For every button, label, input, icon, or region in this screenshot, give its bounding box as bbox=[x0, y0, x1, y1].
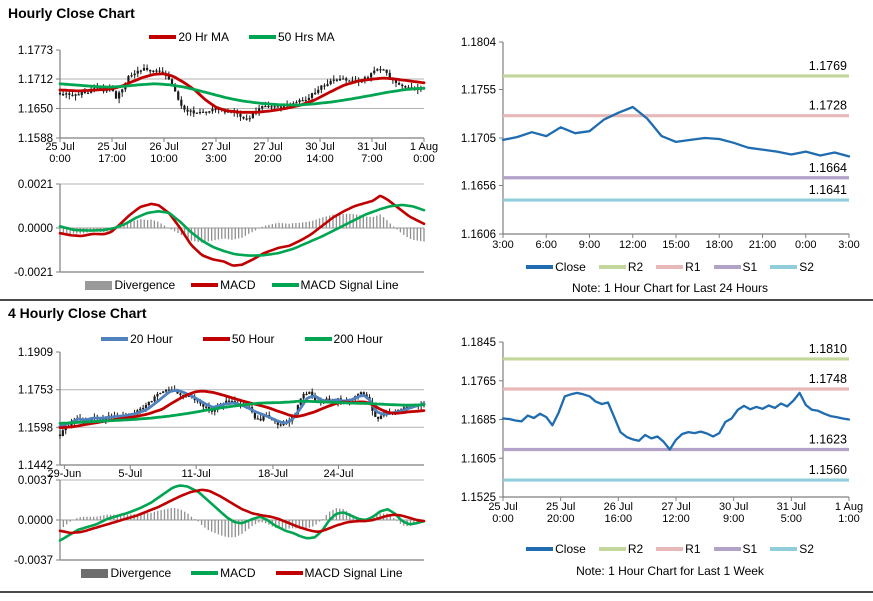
hourly-levels-chart bbox=[445, 32, 865, 254]
svg-text:9:00: 9:00 bbox=[722, 513, 745, 525]
svg-text:1.1588: 1.1588 bbox=[17, 133, 53, 145]
svg-text:0:00: 0:00 bbox=[492, 513, 514, 525]
svg-text:24-Jul: 24-Jul bbox=[323, 468, 354, 480]
svg-text:12:00: 12:00 bbox=[662, 513, 690, 525]
section-title-hourly: Hourly Close Chart bbox=[8, 5, 135, 21]
legend-label: MACD bbox=[220, 566, 256, 580]
svg-text:0.0000: 0.0000 bbox=[17, 515, 53, 527]
legend-label: Close bbox=[555, 542, 586, 556]
legend-label: Divergence bbox=[110, 566, 172, 580]
svg-text:1.1705: 1.1705 bbox=[460, 133, 496, 145]
svg-text:1.1773: 1.1773 bbox=[17, 45, 53, 57]
legend-label: S1 bbox=[742, 260, 758, 274]
4hourly-macd-chart bbox=[8, 472, 432, 567]
4hourly-price-legend bbox=[60, 332, 424, 346]
svg-text:25 Jul: 25 Jul bbox=[488, 501, 518, 513]
svg-text:27 Jul: 27 Jul bbox=[253, 141, 283, 153]
svg-text:25 Jul: 25 Jul bbox=[545, 501, 576, 513]
svg-text:1.1753: 1.1753 bbox=[17, 384, 53, 397]
legend-swatch-50-hrs-ma bbox=[249, 35, 276, 39]
4hourly-macd-legend bbox=[60, 566, 424, 580]
svg-text:1.1664: 1.1664 bbox=[808, 160, 847, 175]
hourly-macd-legend bbox=[60, 278, 424, 292]
legend-label: S1 bbox=[742, 542, 758, 556]
svg-text:26 Jul: 26 Jul bbox=[603, 501, 634, 513]
svg-text:1.1605: 1.1605 bbox=[460, 453, 496, 466]
svg-text:27 Jul: 27 Jul bbox=[201, 141, 231, 153]
svg-text:30 Jul: 30 Jul bbox=[718, 501, 749, 513]
svg-text:1.1804: 1.1804 bbox=[460, 37, 496, 49]
svg-text:18-Jul: 18-Jul bbox=[257, 468, 288, 480]
svg-text:1.1560: 1.1560 bbox=[808, 463, 847, 478]
svg-text:1.1623: 1.1623 bbox=[808, 432, 847, 447]
legend-item bbox=[770, 542, 814, 556]
legend-label: S2 bbox=[799, 260, 814, 274]
legend-label: Close bbox=[555, 260, 586, 274]
svg-text:0:00: 0:00 bbox=[795, 239, 817, 251]
hourly-levels-note: Note: 1 Hour Chart for Last 24 Hours bbox=[571, 281, 769, 295]
legend-swatch-s2 bbox=[770, 547, 797, 551]
section-divider bbox=[0, 299, 873, 301]
legend-label: 50 Hrs MA bbox=[278, 30, 335, 44]
svg-text:1.1598: 1.1598 bbox=[17, 422, 53, 435]
legend-item bbox=[656, 260, 700, 274]
svg-text:25 Jul: 25 Jul bbox=[97, 141, 127, 153]
svg-text:26 Jul: 26 Jul bbox=[149, 141, 179, 153]
hourly-levels-legend bbox=[490, 260, 850, 274]
legend-item bbox=[714, 260, 758, 274]
weekly-levels-legend bbox=[490, 542, 850, 556]
svg-text:1:00: 1:00 bbox=[838, 513, 860, 525]
legend-label: 20 Hr MA bbox=[178, 30, 229, 44]
svg-text:1.1755: 1.1755 bbox=[460, 84, 496, 97]
svg-text:1.1650: 1.1650 bbox=[17, 103, 53, 116]
svg-text:1.1685: 1.1685 bbox=[460, 414, 496, 427]
hourly-macd-chart bbox=[8, 176, 432, 279]
legend-swatch-s2 bbox=[770, 265, 797, 269]
legend-swatch-20-hr-ma bbox=[149, 35, 176, 39]
legend-swatch-s1 bbox=[714, 547, 741, 551]
legend-item bbox=[714, 542, 758, 556]
svg-text:16:00: 16:00 bbox=[604, 513, 633, 525]
svg-text:0.0000: 0.0000 bbox=[17, 223, 53, 235]
svg-text:31 Jul: 31 Jul bbox=[776, 501, 807, 513]
legend-swatch-divergence bbox=[81, 569, 108, 578]
legend-swatch-macd bbox=[191, 283, 218, 287]
legend-label: MACD Signal Line bbox=[304, 566, 403, 580]
svg-text:3:00: 3:00 bbox=[838, 239, 860, 251]
legend-item bbox=[149, 30, 229, 44]
weekly-levels-chart bbox=[445, 332, 865, 528]
legend-label: Divergence bbox=[114, 278, 176, 292]
legend-item bbox=[276, 566, 403, 580]
bottom-divider bbox=[0, 591, 873, 593]
svg-text:0:00: 0:00 bbox=[413, 153, 435, 165]
svg-text:7:00: 7:00 bbox=[361, 153, 383, 165]
svg-text:1.1656: 1.1656 bbox=[460, 180, 496, 193]
legend-label: 200 Hour bbox=[333, 332, 383, 346]
svg-text:10:00: 10:00 bbox=[150, 153, 178, 165]
svg-text:1.1845: 1.1845 bbox=[460, 337, 496, 349]
hourly-price-chart bbox=[8, 44, 439, 178]
svg-text:29-Jun: 29-Jun bbox=[47, 468, 82, 480]
svg-text:9:00: 9:00 bbox=[578, 239, 601, 251]
svg-text:27 Jul: 27 Jul bbox=[661, 501, 691, 513]
legend-swatch-r2 bbox=[599, 265, 626, 269]
section-title-4hourly: 4 Hourly Close Chart bbox=[8, 305, 147, 321]
legend-label: R2 bbox=[627, 542, 644, 556]
svg-text:17:00: 17:00 bbox=[98, 153, 126, 165]
legend-swatch-r1 bbox=[656, 265, 683, 269]
svg-text:1 Aug: 1 Aug bbox=[409, 141, 439, 153]
svg-text:1.1765: 1.1765 bbox=[460, 375, 496, 388]
legend-item bbox=[656, 542, 700, 556]
legend-item bbox=[203, 332, 275, 346]
legend-swatch-macd bbox=[191, 571, 218, 575]
svg-text:1.1712: 1.1712 bbox=[17, 74, 53, 87]
4hourly-price-chart bbox=[8, 346, 432, 486]
legend-item bbox=[770, 260, 814, 274]
svg-text:31 Jul: 31 Jul bbox=[357, 141, 387, 153]
svg-text:1.1728: 1.1728 bbox=[808, 98, 847, 113]
svg-text:1.1909: 1.1909 bbox=[17, 347, 53, 359]
svg-text:1.1810: 1.1810 bbox=[808, 341, 847, 356]
svg-text:1.1442: 1.1442 bbox=[17, 460, 53, 472]
legend-swatch-macd-signal-line bbox=[276, 571, 303, 575]
legend-item bbox=[599, 260, 643, 274]
legend-item bbox=[249, 30, 335, 44]
svg-text:0.0037: 0.0037 bbox=[17, 475, 53, 487]
svg-text:20:00: 20:00 bbox=[254, 153, 282, 165]
svg-text:-0.0037: -0.0037 bbox=[13, 555, 53, 567]
legend-item bbox=[101, 332, 173, 346]
legend-label: MACD bbox=[220, 278, 256, 292]
legend-item bbox=[81, 566, 171, 580]
legend-item bbox=[272, 278, 399, 292]
legend-label: 20 Hour bbox=[130, 332, 173, 346]
svg-text:15:00: 15:00 bbox=[662, 239, 690, 251]
svg-text:5-Jul: 5-Jul bbox=[118, 468, 143, 480]
svg-text:11-Jul: 11-Jul bbox=[181, 468, 211, 480]
legend-swatch-200-hour bbox=[305, 337, 332, 341]
svg-text:1.1769: 1.1769 bbox=[808, 58, 847, 73]
legend-swatch-close bbox=[526, 547, 553, 551]
svg-text:1.1525: 1.1525 bbox=[460, 492, 496, 504]
svg-text:18:00: 18:00 bbox=[705, 239, 734, 251]
legend-swatch-r1 bbox=[656, 547, 683, 551]
weekly-levels-note: Note: 1 Hour Chart for Last 1 Week bbox=[576, 564, 764, 578]
svg-text:30 Jul: 30 Jul bbox=[305, 141, 335, 153]
svg-text:1.1606: 1.1606 bbox=[460, 229, 496, 241]
svg-text:5:00: 5:00 bbox=[780, 513, 803, 525]
legend-swatch-20-hour bbox=[101, 337, 128, 341]
legend-item bbox=[526, 542, 586, 556]
legend-label: S2 bbox=[799, 542, 814, 556]
svg-text:14:00: 14:00 bbox=[306, 153, 334, 165]
svg-text:1.1641: 1.1641 bbox=[808, 183, 847, 198]
svg-text:25 Jul: 25 Jul bbox=[45, 141, 75, 153]
legend-label: 50 Hour bbox=[231, 332, 275, 346]
svg-text:0:00: 0:00 bbox=[49, 153, 71, 165]
legend-swatch-macd-signal-line bbox=[272, 283, 299, 287]
legend-item bbox=[526, 260, 586, 274]
legend-label: R2 bbox=[627, 260, 644, 274]
legend-swatch-r2 bbox=[599, 547, 626, 551]
svg-text:0.0021: 0.0021 bbox=[17, 179, 53, 191]
legend-item bbox=[191, 566, 255, 580]
svg-text:1 Aug: 1 Aug bbox=[834, 501, 864, 513]
legend-item bbox=[191, 278, 255, 292]
hourly-price-legend bbox=[60, 30, 424, 44]
svg-text:-0.0021: -0.0021 bbox=[13, 267, 53, 279]
svg-text:3:00: 3:00 bbox=[492, 239, 514, 251]
legend-swatch-s1 bbox=[714, 265, 741, 269]
legend-label: R1 bbox=[685, 260, 701, 274]
legend-swatch-50-hour bbox=[203, 337, 230, 341]
legend-item bbox=[599, 542, 643, 556]
legend-swatch-close bbox=[526, 265, 553, 269]
svg-text:1.1748: 1.1748 bbox=[808, 371, 847, 386]
legend-label: MACD Signal Line bbox=[300, 278, 399, 292]
svg-text:6:00: 6:00 bbox=[535, 239, 557, 251]
legend-swatch-divergence bbox=[85, 281, 112, 290]
legend-item bbox=[305, 332, 383, 346]
svg-text:3:00: 3:00 bbox=[205, 153, 227, 165]
svg-text:12:00: 12:00 bbox=[618, 239, 647, 251]
svg-text:21:00: 21:00 bbox=[748, 239, 777, 251]
legend-item bbox=[85, 278, 175, 292]
legend-label: R1 bbox=[685, 542, 701, 556]
svg-text:20:00: 20:00 bbox=[546, 513, 575, 525]
